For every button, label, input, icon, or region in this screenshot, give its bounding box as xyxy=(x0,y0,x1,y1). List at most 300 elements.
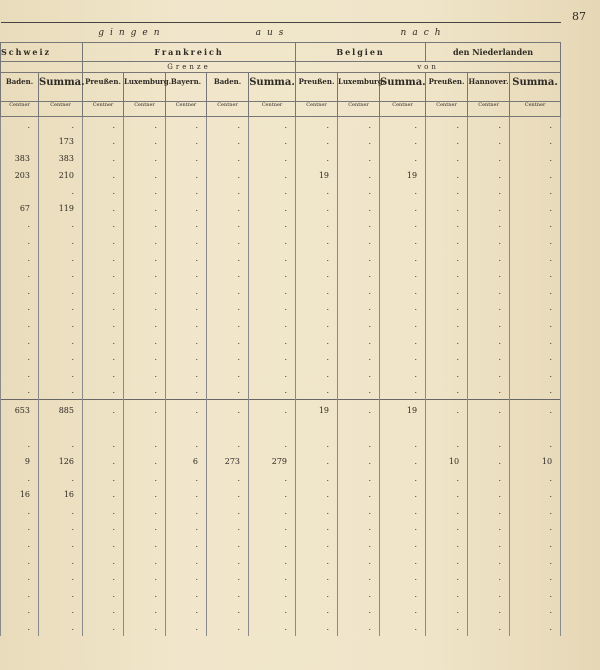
header-gingen: gingen xyxy=(1,23,166,43)
table-cell: . xyxy=(1,569,39,586)
table-cell: . xyxy=(207,117,249,134)
table-cell: . xyxy=(426,150,468,167)
table-cell: . xyxy=(39,300,83,317)
table-row xyxy=(1,300,561,317)
table-cell: 279 xyxy=(249,453,296,470)
table-cell: . xyxy=(380,520,426,537)
table-cell: . xyxy=(39,619,83,636)
table-cell: . xyxy=(166,437,207,454)
table-cell: . xyxy=(207,134,249,151)
table-cell: . xyxy=(380,453,426,470)
table-cell: . xyxy=(510,333,561,350)
table-cell: . xyxy=(338,300,380,317)
table-cell: . xyxy=(124,316,166,333)
table-cell: . xyxy=(510,150,561,167)
table-cell: . xyxy=(426,300,468,317)
table-cell: . xyxy=(207,167,249,184)
table-cell: . xyxy=(207,217,249,234)
table-cell: . xyxy=(124,366,166,383)
table-cell: . xyxy=(207,366,249,383)
table-cell: . xyxy=(426,134,468,151)
table-cell: . xyxy=(207,200,249,217)
table-cell: . xyxy=(296,437,338,454)
table-cell: . xyxy=(296,316,338,333)
table-cell: . xyxy=(83,503,124,520)
table-cell: . xyxy=(468,437,510,454)
table-cell: . xyxy=(426,316,468,333)
table-cell: . xyxy=(510,233,561,250)
table-cell: . xyxy=(510,134,561,151)
table-cell: . xyxy=(510,470,561,487)
table-row xyxy=(1,586,561,603)
table-cell: . xyxy=(338,283,380,300)
table-cell xyxy=(380,420,426,437)
table-cell: . xyxy=(468,250,510,267)
table-cell: . xyxy=(510,217,561,234)
table-cell: . xyxy=(426,569,468,586)
table-cell: . xyxy=(166,233,207,250)
table-cell: . xyxy=(124,603,166,620)
table-cell: . xyxy=(166,117,207,134)
table-cell: . xyxy=(426,470,468,487)
table-cell: . xyxy=(166,300,207,317)
table-cell: . xyxy=(296,333,338,350)
table-cell: . xyxy=(510,569,561,586)
unit-label: Centner xyxy=(380,102,426,117)
table-cell: . xyxy=(83,200,124,217)
table-cell xyxy=(426,420,468,437)
table-cell: . xyxy=(249,366,296,383)
table-cell: . xyxy=(1,366,39,383)
table-cell: . xyxy=(296,619,338,636)
table-cell: . xyxy=(468,400,510,421)
table-cell: . xyxy=(1,383,39,400)
table-cell: . xyxy=(338,503,380,520)
table-cell xyxy=(249,420,296,437)
table-cell: . xyxy=(249,150,296,167)
table-cell: . xyxy=(249,333,296,350)
table-cell: . xyxy=(380,266,426,283)
table-cell: 210 xyxy=(39,167,83,184)
table-cell: . xyxy=(39,333,83,350)
unit-label: Centner xyxy=(468,102,510,117)
table-cell: . xyxy=(83,619,124,636)
col-header: Preußen. xyxy=(83,73,124,102)
table-cell: . xyxy=(468,470,510,487)
col-header: Luxemburg. xyxy=(124,73,166,102)
table-cell: . xyxy=(296,486,338,503)
table-row xyxy=(1,333,561,350)
table-cell: . xyxy=(39,437,83,454)
table-cell: . xyxy=(207,349,249,366)
table-cell: . xyxy=(166,250,207,267)
table-cell: . xyxy=(249,183,296,200)
unit-label: Centner xyxy=(166,102,207,117)
table-cell: . xyxy=(83,266,124,283)
table-cell: . xyxy=(380,283,426,300)
table-cell: . xyxy=(124,283,166,300)
table-cell: . xyxy=(426,200,468,217)
table-cell: . xyxy=(338,470,380,487)
table-cell: . xyxy=(338,117,380,134)
col-header: Baden. xyxy=(207,73,249,102)
table-cell: . xyxy=(380,300,426,317)
table-cell: . xyxy=(296,520,338,537)
table-cell: . xyxy=(338,453,380,470)
table-cell: . xyxy=(510,383,561,400)
table-cell: . xyxy=(510,437,561,454)
table-cell: 203 xyxy=(1,167,39,184)
table-cell: . xyxy=(510,250,561,267)
table-cell: . xyxy=(249,619,296,636)
table-cell: . xyxy=(83,117,124,134)
table-cell: . xyxy=(380,553,426,570)
table-cell: . xyxy=(124,167,166,184)
table-row xyxy=(1,470,561,487)
table-body xyxy=(1,117,561,636)
table-cell: . xyxy=(124,586,166,603)
table-row xyxy=(1,217,561,234)
table-cell: . xyxy=(39,553,83,570)
col-header: Luxemburg. xyxy=(338,73,380,102)
table-cell: . xyxy=(124,383,166,400)
table-cell: . xyxy=(83,250,124,267)
table-cell: 273 xyxy=(207,453,249,470)
table-cell: . xyxy=(296,453,338,470)
header-aus: aus xyxy=(166,23,380,43)
table-cell: . xyxy=(510,200,561,217)
table-cell: . xyxy=(510,167,561,184)
table-cell: . xyxy=(166,366,207,383)
table-cell: . xyxy=(296,470,338,487)
table-cell: . xyxy=(249,383,296,400)
table-cell: 10 xyxy=(426,453,468,470)
table-cell: . xyxy=(296,250,338,267)
table-cell: . xyxy=(296,150,338,167)
table-cell: 126 xyxy=(39,453,83,470)
table-cell: . xyxy=(380,200,426,217)
table-cell: . xyxy=(124,134,166,151)
table-cell: . xyxy=(207,383,249,400)
table-cell: . xyxy=(249,316,296,333)
table-cell: . xyxy=(426,520,468,537)
table-cell: 6 xyxy=(166,453,207,470)
table-cell: . xyxy=(426,266,468,283)
table-cell: . xyxy=(39,283,83,300)
table-cell: . xyxy=(380,117,426,134)
table-row xyxy=(1,569,561,586)
table-cell: . xyxy=(1,437,39,454)
table-cell: . xyxy=(207,536,249,553)
table-cell: . xyxy=(380,503,426,520)
table-cell: . xyxy=(510,316,561,333)
table-cell: . xyxy=(510,400,561,421)
unit-label: Centner xyxy=(338,102,380,117)
table-header xyxy=(1,23,561,117)
table-cell: . xyxy=(380,569,426,586)
table-cell: . xyxy=(207,266,249,283)
table-cell: . xyxy=(249,250,296,267)
table-cell: . xyxy=(338,366,380,383)
table-cell: 173 xyxy=(39,134,83,151)
table-row xyxy=(1,366,561,383)
table-cell: . xyxy=(510,283,561,300)
table-cell: . xyxy=(1,316,39,333)
table-cell: . xyxy=(338,266,380,283)
table-cell: . xyxy=(380,470,426,487)
table-cell: . xyxy=(380,250,426,267)
table-cell: . xyxy=(83,536,124,553)
table-cell: . xyxy=(39,603,83,620)
table-cell: . xyxy=(1,603,39,620)
table-cell: 19 xyxy=(380,400,426,421)
table-cell: 19 xyxy=(296,400,338,421)
table-cell: . xyxy=(207,553,249,570)
table-row xyxy=(1,117,561,134)
table-cell: . xyxy=(124,569,166,586)
table-cell: . xyxy=(426,183,468,200)
table-cell: . xyxy=(510,553,561,570)
table-cell: . xyxy=(39,520,83,537)
table-cell: . xyxy=(83,300,124,317)
table-row xyxy=(1,437,561,454)
unit-label: Centner xyxy=(426,102,468,117)
table-cell: . xyxy=(39,586,83,603)
table-cell: . xyxy=(338,150,380,167)
table-cell: . xyxy=(249,603,296,620)
table-cell: . xyxy=(83,150,124,167)
table-row xyxy=(1,420,561,437)
table-cell: . xyxy=(338,520,380,537)
table-cell: . xyxy=(510,503,561,520)
table-cell: . xyxy=(296,603,338,620)
table-cell: . xyxy=(510,486,561,503)
unit-label: Centner xyxy=(39,102,83,117)
table-cell: . xyxy=(207,437,249,454)
table-cell: . xyxy=(510,619,561,636)
table-cell: . xyxy=(166,586,207,603)
table-cell: . xyxy=(83,383,124,400)
table-cell: 16 xyxy=(1,486,39,503)
table-cell: . xyxy=(468,520,510,537)
table-cell: . xyxy=(166,619,207,636)
unit-label: Centner xyxy=(249,102,296,117)
table-cell: . xyxy=(426,536,468,553)
table-cell: . xyxy=(338,383,380,400)
table-cell: . xyxy=(124,619,166,636)
table-cell: . xyxy=(166,183,207,200)
table-cell: . xyxy=(380,316,426,333)
table-cell xyxy=(468,420,510,437)
col-header: Summa. xyxy=(510,73,561,102)
table-cell: . xyxy=(166,150,207,167)
header-belgien: Belgien xyxy=(296,43,426,62)
table-cell: . xyxy=(207,400,249,421)
table-cell: . xyxy=(1,349,39,366)
table-cell: . xyxy=(468,569,510,586)
table-cell: . xyxy=(1,250,39,267)
table-cell: . xyxy=(468,283,510,300)
table-cell: . xyxy=(249,437,296,454)
table-cell: . xyxy=(468,300,510,317)
table-cell: . xyxy=(426,349,468,366)
table-cell: . xyxy=(296,233,338,250)
table-cell: . xyxy=(166,217,207,234)
table-row xyxy=(1,503,561,520)
table-cell: . xyxy=(1,117,39,134)
table-cell: . xyxy=(249,134,296,151)
table-cell: . xyxy=(426,486,468,503)
table-cell: . xyxy=(468,150,510,167)
unit-label: Centner xyxy=(124,102,166,117)
table-cell: . xyxy=(249,553,296,570)
table-cell: . xyxy=(83,167,124,184)
table-cell: . xyxy=(296,134,338,151)
table-cell: . xyxy=(380,134,426,151)
table-cell: . xyxy=(338,536,380,553)
table-cell: . xyxy=(39,569,83,586)
unit-label: Centner xyxy=(207,102,249,117)
table-cell: . xyxy=(468,453,510,470)
table-cell: . xyxy=(124,453,166,470)
table-cell: . xyxy=(338,134,380,151)
table-cell: . xyxy=(426,333,468,350)
table-cell: . xyxy=(1,470,39,487)
table-cell xyxy=(1,134,39,151)
table-cell: . xyxy=(468,553,510,570)
table-cell: . xyxy=(249,400,296,421)
table-cell: . xyxy=(166,486,207,503)
table-cell: . xyxy=(249,349,296,366)
table-cell: . xyxy=(124,150,166,167)
table-cell: . xyxy=(39,250,83,267)
table-cell: . xyxy=(1,266,39,283)
table-cell: . xyxy=(338,217,380,234)
table-cell: . xyxy=(83,233,124,250)
table-cell: . xyxy=(510,603,561,620)
table-cell: . xyxy=(338,553,380,570)
table-row xyxy=(1,486,561,503)
table-cell: . xyxy=(380,150,426,167)
table-cell: 9 xyxy=(1,453,39,470)
table-row xyxy=(1,349,561,366)
table-cell: . xyxy=(83,586,124,603)
page-number: 87 xyxy=(572,10,586,23)
table-cell: . xyxy=(249,503,296,520)
table-cell: . xyxy=(124,536,166,553)
table-cell: . xyxy=(207,150,249,167)
table-cell: . xyxy=(166,470,207,487)
table-cell: . xyxy=(166,266,207,283)
table-cell: . xyxy=(338,183,380,200)
table-cell: 19 xyxy=(380,167,426,184)
table-cell: . xyxy=(124,200,166,217)
table-cell: . xyxy=(338,333,380,350)
table-cell: . xyxy=(83,400,124,421)
table-cell: . xyxy=(296,383,338,400)
table-cell: . xyxy=(1,619,39,636)
table-cell xyxy=(296,420,338,437)
header-nach: nach xyxy=(380,23,468,43)
table-cell xyxy=(39,420,83,437)
table-cell: . xyxy=(249,167,296,184)
table-cell: . xyxy=(296,266,338,283)
table-cell: . xyxy=(83,366,124,383)
table-cell: . xyxy=(83,569,124,586)
table-cell: . xyxy=(296,117,338,134)
table-cell: . xyxy=(510,536,561,553)
table-cell: . xyxy=(124,250,166,267)
header-von: von xyxy=(296,62,561,73)
table-cell: . xyxy=(426,250,468,267)
table-cell: . xyxy=(426,586,468,603)
table-cell: . xyxy=(468,117,510,134)
table-cell: . xyxy=(380,233,426,250)
table-cell: . xyxy=(249,283,296,300)
table-cell: . xyxy=(166,553,207,570)
table-cell: . xyxy=(380,603,426,620)
table-cell: . xyxy=(510,183,561,200)
table-cell: . xyxy=(510,349,561,366)
table-cell: . xyxy=(426,283,468,300)
unit-label: Centner xyxy=(510,102,561,117)
col-header: Summa. xyxy=(380,73,426,102)
table-cell: . xyxy=(83,316,124,333)
table-cell: . xyxy=(166,569,207,586)
table-cell: . xyxy=(510,300,561,317)
table-cell: . xyxy=(296,283,338,300)
table-cell: . xyxy=(468,536,510,553)
table-cell: . xyxy=(39,503,83,520)
table-row xyxy=(1,553,561,570)
table-cell: . xyxy=(166,167,207,184)
table-row xyxy=(1,383,561,400)
table-cell: . xyxy=(468,586,510,603)
table-cell: . xyxy=(1,217,39,234)
table-cell: . xyxy=(207,470,249,487)
table-cell: . xyxy=(338,437,380,454)
table-cell: . xyxy=(468,217,510,234)
table-cell: . xyxy=(207,586,249,603)
table-cell: . xyxy=(249,217,296,234)
table-cell: . xyxy=(426,167,468,184)
table-row xyxy=(1,536,561,553)
table-cell: . xyxy=(426,366,468,383)
table-cell: . xyxy=(338,200,380,217)
table-cell: . xyxy=(39,349,83,366)
table-cell: . xyxy=(338,250,380,267)
table-cell: . xyxy=(468,200,510,217)
table-cell: . xyxy=(380,183,426,200)
table-cell: . xyxy=(166,349,207,366)
table-cell xyxy=(510,420,561,437)
table-cell: . xyxy=(468,383,510,400)
table-cell: . xyxy=(468,366,510,383)
header-niederlanden: den Niederlanden xyxy=(426,43,561,62)
table-cell: . xyxy=(83,603,124,620)
table-cell: . xyxy=(124,266,166,283)
table-cell: . xyxy=(510,366,561,383)
table-cell: . xyxy=(124,437,166,454)
table-cell: . xyxy=(39,316,83,333)
table-cell: . xyxy=(296,366,338,383)
col-header: Bayern. xyxy=(166,73,207,102)
table-cell: . xyxy=(83,333,124,350)
table-cell: . xyxy=(166,536,207,553)
table-cell: . xyxy=(166,200,207,217)
table-cell: . xyxy=(207,486,249,503)
table-cell: . xyxy=(1,553,39,570)
